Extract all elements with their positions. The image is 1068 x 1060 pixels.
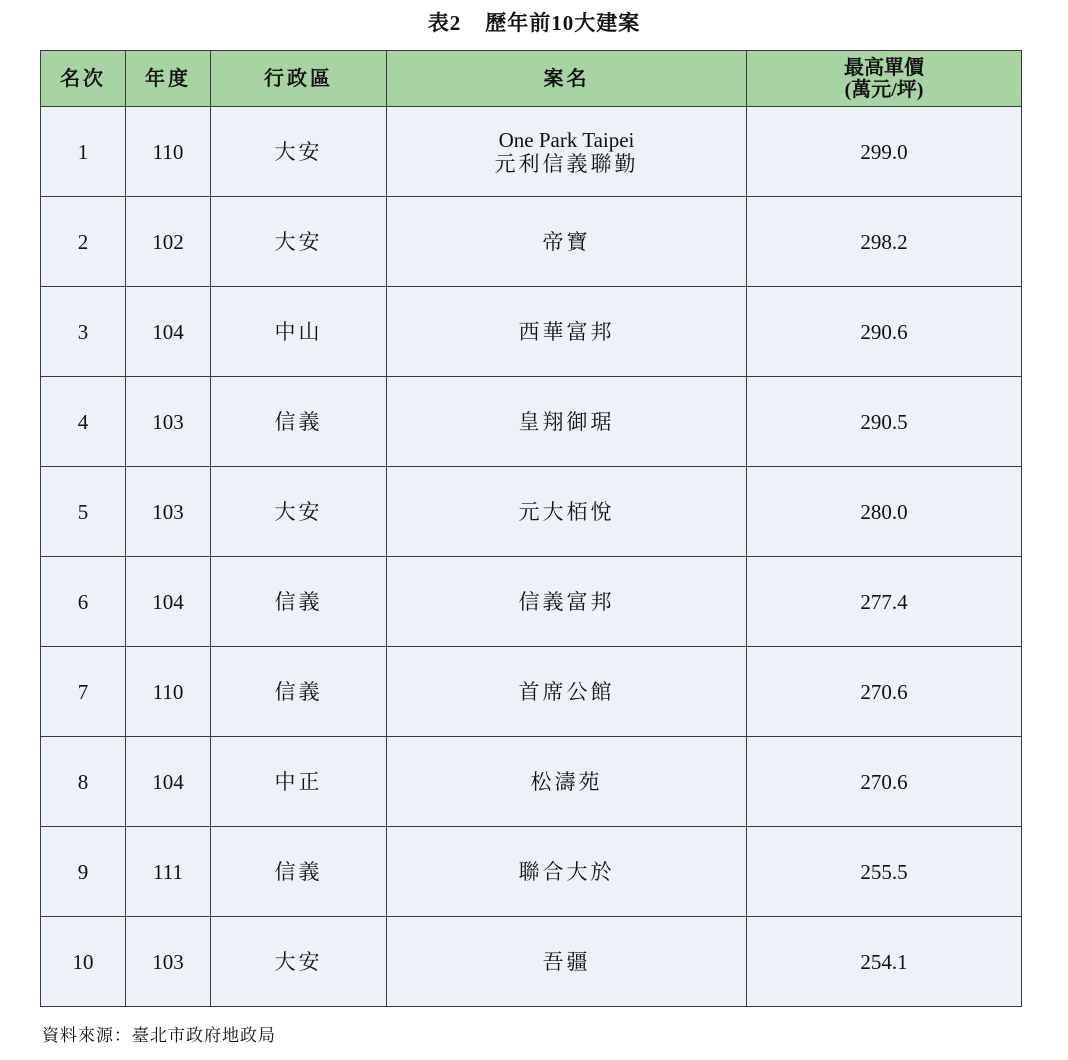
- cell-project: [387, 557, 747, 647]
- project-name-line1: 西華富邦: [518, 319, 615, 344]
- project-name-line1: 松濤苑: [530, 769, 603, 794]
- header-rank: 名次: [41, 51, 126, 107]
- header-price-line1: 最高單價: [844, 56, 924, 79]
- cell-project: [387, 827, 747, 917]
- cell-district: 大安: [211, 467, 387, 557]
- cell-price: 255.5: [747, 827, 1022, 917]
- cell-project: [387, 377, 747, 467]
- header-district: 行政區: [211, 51, 387, 107]
- table-caption-title: 歷年前10大建案: [485, 11, 641, 35]
- cell-price: 280.0: [747, 467, 1022, 557]
- project-name-line1: 元大栢悅: [518, 499, 615, 524]
- project-name-line1: 皇翔御琚: [518, 409, 615, 434]
- cell-project: [387, 107, 747, 197]
- cell-district: 大安: [211, 107, 387, 197]
- table-row: [41, 737, 1022, 827]
- project-name-line1: 首席公館: [518, 679, 615, 704]
- cell-project: [387, 467, 747, 557]
- table-row: [41, 287, 1022, 377]
- cell-district: 信義: [211, 557, 387, 647]
- table-caption: [0, 8, 1068, 38]
- cell-project: [387, 287, 747, 377]
- project-name-line1: 帝寶: [542, 229, 591, 254]
- cell-year: 111: [126, 827, 211, 917]
- table-caption-label: 表2: [427, 11, 462, 35]
- cell-year: 102: [126, 197, 211, 287]
- cell-district: 中正: [211, 737, 387, 827]
- project-name-line1: One Park Taipei: [498, 127, 635, 152]
- table-row: [41, 377, 1022, 467]
- table-row: [41, 917, 1022, 1007]
- source-note: 資料來源：臺北市政府地政局: [42, 1026, 276, 1045]
- cell-price: 298.2: [747, 197, 1022, 287]
- cell-project: [387, 737, 747, 827]
- cell-rank: 9: [41, 827, 126, 917]
- cell-project: [387, 197, 747, 287]
- header-project: 案名: [387, 51, 747, 107]
- cell-district: 信義: [211, 827, 387, 917]
- top-projects-table: [40, 50, 1022, 1007]
- cell-rank: 3: [41, 287, 126, 377]
- project-name-line2: 元利信義聯勤: [494, 151, 639, 176]
- cell-year: 104: [126, 737, 211, 827]
- cell-district: 大安: [211, 197, 387, 287]
- cell-project: [387, 917, 747, 1007]
- header-price: [747, 51, 1022, 107]
- project-name-line1: 聯合大於: [518, 859, 615, 884]
- cell-rank: 10: [41, 917, 126, 1007]
- cell-year: 103: [126, 377, 211, 467]
- cell-project: [387, 647, 747, 737]
- header-price-line2: (萬元/坪): [844, 78, 924, 101]
- project-name-line1: 吾疆: [542, 949, 591, 974]
- cell-rank: 7: [41, 647, 126, 737]
- cell-rank: 2: [41, 197, 126, 287]
- table-row: [41, 467, 1022, 557]
- cell-rank: 6: [41, 557, 126, 647]
- cell-year: 103: [126, 917, 211, 1007]
- cell-district: 信義: [211, 377, 387, 467]
- cell-price: 290.6: [747, 287, 1022, 377]
- cell-year: 104: [126, 557, 211, 647]
- table-row: [41, 197, 1022, 287]
- cell-year: 103: [126, 467, 211, 557]
- project-name-line1: 信義富邦: [518, 589, 615, 614]
- cell-price: 290.5: [747, 377, 1022, 467]
- table-row: [41, 107, 1022, 197]
- table-row: [41, 827, 1022, 917]
- cell-year: 110: [126, 107, 211, 197]
- cell-district: 信義: [211, 647, 387, 737]
- cell-district: 大安: [211, 917, 387, 1007]
- cell-year: 110: [126, 647, 211, 737]
- header-row: [41, 51, 1022, 107]
- cell-price: 254.1: [747, 917, 1022, 1007]
- cell-price: 270.6: [747, 737, 1022, 827]
- cell-rank: 1: [41, 107, 126, 197]
- cell-price: 277.4: [747, 557, 1022, 647]
- header-year: 年度: [126, 51, 211, 107]
- cell-rank: 5: [41, 467, 126, 557]
- cell-price: 299.0: [747, 107, 1022, 197]
- table-row: [41, 557, 1022, 647]
- cell-district: 中山: [211, 287, 387, 377]
- cell-rank: 4: [41, 377, 126, 467]
- cell-price: 270.6: [747, 647, 1022, 737]
- table-row: [41, 647, 1022, 737]
- cell-rank: 8: [41, 737, 126, 827]
- cell-year: 104: [126, 287, 211, 377]
